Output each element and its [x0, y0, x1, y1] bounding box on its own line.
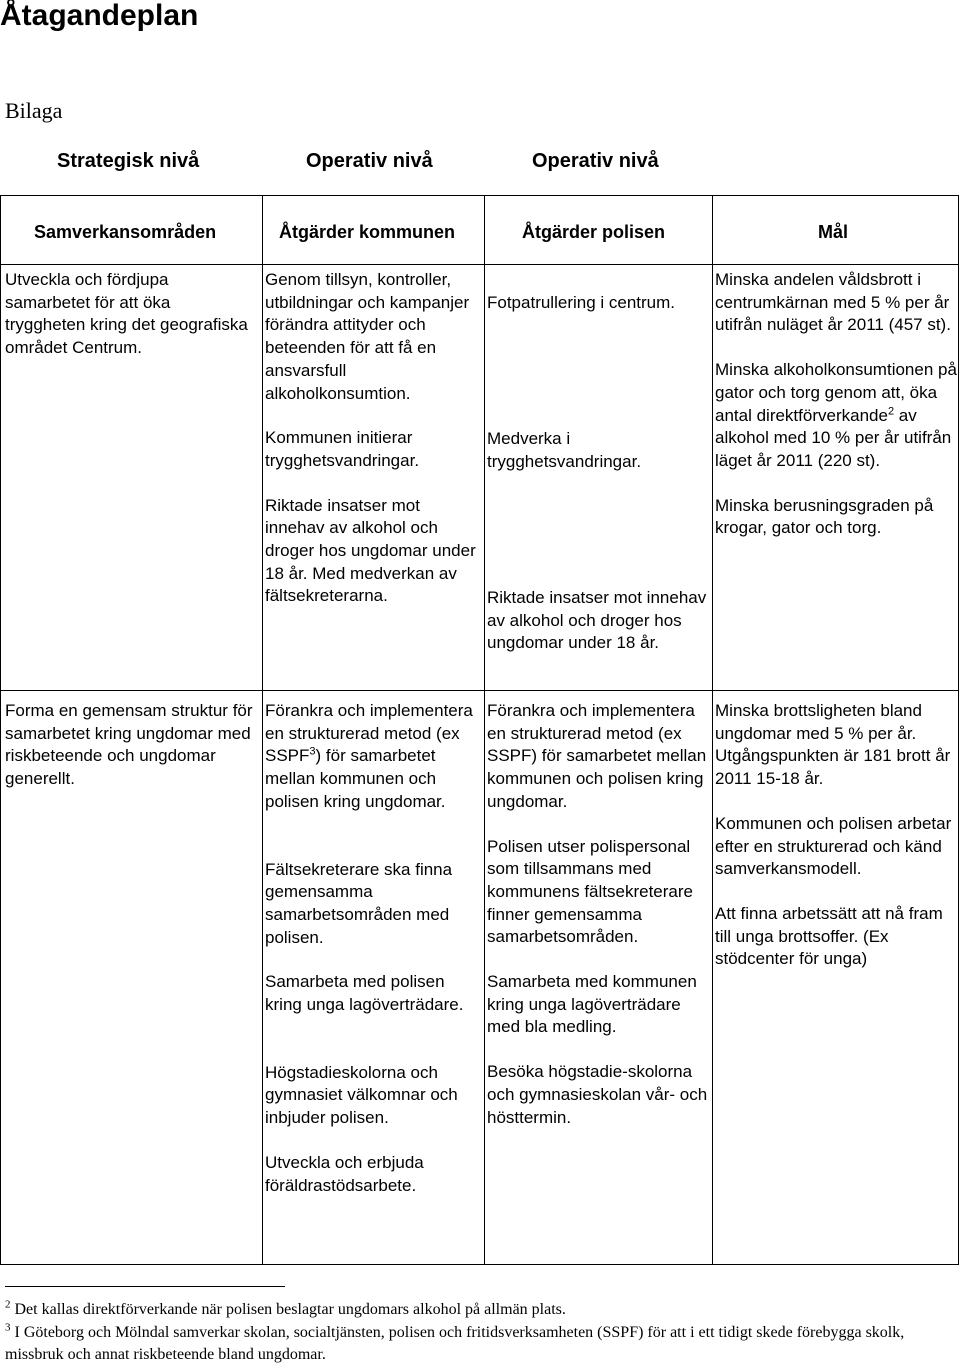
level-operativ-1: Operativ nivå — [306, 150, 433, 172]
row1-polisen-2: Medverka i trygghetsvandringar. — [487, 429, 642, 471]
row2-mal-3: Att finna arbetssätt att nå fram till unga brottsoffer. (Ex stödcenter för unga) — [715, 903, 943, 969]
header-atgarder-polisen: Åtgärder polisen — [522, 222, 666, 242]
row2-kommunen-1b: ) för samarbetet mellan kommunen och polisen kring ungdomar. — [265, 746, 446, 811]
row2-polisen-2: Polisen utser polispersonal som tillsammans med kommunens fältsekreterare finner gemensamma samarbetsområden. — [487, 836, 693, 947]
row1-polisen-3: Riktade insatser mot innehav av alkohol och droger hos ungdomar under 18 år. — [487, 588, 707, 653]
footnote-3-number: 3 — [5, 1321, 11, 1334]
row2-kommunen-4: Högstadieskolorna och gymnasiet välkomnar och inbjuder polisen. — [265, 1062, 458, 1128]
footnote-separator — [5, 1286, 285, 1287]
footnote-2 — [5, 1299, 955, 1321]
row2-kommunen-3: Samarbeta med polisen kring unga lagöverträdare. — [265, 972, 464, 1015]
row1-kommunen-3: Riktade insatser mot innehav av alkohol och droger hos ungdomar under 18 år. Med medverkan av fältsekreterarna. — [265, 495, 476, 606]
footnote-3-text: I Göteborg och Mölndal samverkar skolan, socialtjänsten, polisen och fritidsverksamheten (SSPF) för att i ett tidigt skede förebygga skolk, missbruk och annat riskbeteende bland ungdomar. — [5, 1324, 905, 1363]
row1-mal-2b: av alkohol med 10 % per år utifrån läget år 2011 (220 st). — [715, 405, 952, 470]
table-border-top — [0, 195, 959, 196]
row1-mal-3: Minska berusningsgraden på krogar, gator och torg. — [715, 495, 934, 538]
table-border-left — [0, 195, 1, 1264]
row2-kommunen-2: Fältsekreterare ska finna gemensamma samarbetsområden med polisen. — [265, 859, 453, 947]
row2-polisen-1: Förankra och implementera en strukturerad metod (ex SSPF) för samarbetet mellan kommunen och polisen kring ungdomar. — [487, 701, 707, 811]
level-operativ-2: Operativ nivå — [532, 150, 659, 172]
row2-kommunen-1a: Förankra och implementera en strukturerad metod (ex SSPF — [265, 701, 473, 766]
row1-area: Utveckla och fördjupa samarbetet för att öka tryggheten kring det geografiska området Centrum. — [5, 270, 248, 358]
row2-area: Forma en gemensam struktur för samarbetet kring ungdomar med riskbeteende och ungdomar generellt. — [5, 701, 253, 789]
footnote-ref-2: 2 — [887, 404, 895, 417]
row1-mal — [715, 269, 958, 540]
row2-mal-2: Kommunen och polisen arbetar efter en strukturerad och känd samverkansmodell. — [715, 813, 952, 879]
row1-kommunen-2: Kommunen initierar trygghetsvandringar. — [265, 428, 420, 470]
row2-polisen-4: Besöka högstadie-skolorna och gymnasieskolan vår- och hösttermin. — [487, 1062, 708, 1127]
table-border-bottom — [0, 1264, 959, 1265]
bilaga-label: Bilaga — [5, 98, 63, 123]
row2-kommunen-5: Utveckla och erbjuda föräldrastödsarbete. — [265, 1152, 424, 1195]
row2-kommunen — [265, 700, 481, 1197]
row1-kommunen-1: Genom tillsyn, kontroller, utbildningar och kampanjer förändra attityder och beteenden för att få en ansvarsfull alkoholkonsumtion. — [265, 270, 470, 403]
row1-kommunen — [265, 269, 480, 608]
table-border-header — [0, 264, 959, 265]
table-col-divider-3 — [712, 195, 713, 1264]
header-atgarder-kommunen: Åtgärder kommunen — [279, 222, 456, 242]
row1-mal-1: Minska andelen våldsbrott i centrumkärnan med 5 % per år utifrån nuläget år 2011 (457 st). — [715, 270, 951, 335]
table-border-row — [0, 690, 959, 691]
level-strategisk: Strategisk nivå — [57, 150, 200, 172]
row1-polisen-1: Fotpatrullering i centrum. — [487, 293, 676, 312]
footnote-ref-3: 3 — [309, 745, 316, 758]
footnote-2-text: Det kallas direktförverkande när polisen beslagtar ungdomars alkohol på allmän plats. — [14, 1301, 566, 1318]
row2-polisen — [487, 700, 709, 1129]
row1-mal-2: Minska alkoholkonsumtionen på gator och torg genom att, öka antal direktförverkande — [715, 360, 957, 425]
table-border-right — [958, 195, 959, 1264]
row2-mal — [715, 700, 958, 971]
header-mal: Mål — [818, 222, 849, 242]
header-samverkansomraden: Samverkansområden — [34, 222, 217, 242]
row2-polisen-3: Samarbeta med kommunen kring unga lagöverträdare med bla medling. — [487, 972, 697, 1037]
footnote-3 — [5, 1322, 905, 1366]
page-title: Åtagandeplan — [0, 0, 199, 32]
row2-mal-1: Minska brottsligheten bland ungdomar med 5 % per år. Utgångspunkten är 181 brott år 2011 15-18 år. — [715, 701, 951, 789]
table-col-divider-2 — [484, 195, 485, 1264]
footnote-2-number: 2 — [5, 1298, 11, 1311]
